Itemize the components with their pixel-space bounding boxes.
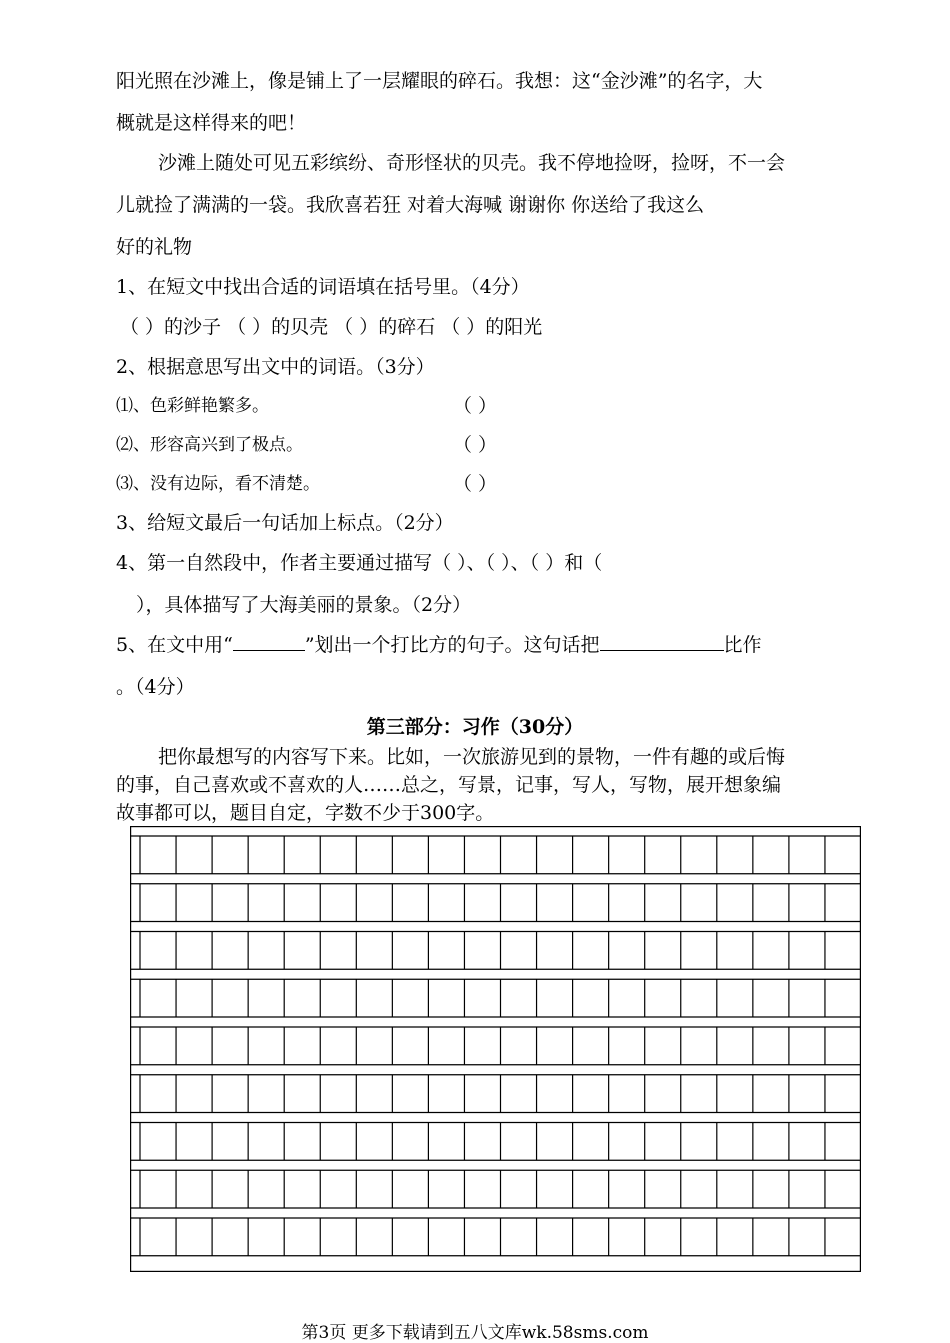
item-label: ⑵、形容高兴到了极点。 [116,435,303,455]
answer-bracket: （ ） [453,434,498,456]
answer-bracket: （ ） [453,395,498,417]
question-4-line1: 4、第一自然段中，作者主要通过描写（ ）、（ ）、（ ）和（ [116,552,603,574]
question-2-item [116,432,303,458]
prompt-line: 故事都可以，题目自定，字数不少于300字。 [116,802,495,824]
q5-text: 5、在文中用“ [116,634,233,656]
answer-bracket: （ ） [453,473,498,495]
passage-line: 好的礼物 [116,236,193,258]
underline-blank[interactable] [233,632,305,651]
passage-line: 儿就捡了满满的一袋。我欣喜若狂 对着大海喊 谢谢你 你送给了我这么 [116,194,705,216]
item-label: ⑶、没有边际，看不清楚。 [116,474,320,494]
prompt-line: 的事，自己喜欢或不喜欢的人……总之，写景，记事，写人，写物，展开想象编 [116,774,782,796]
question-4-line2: ），具体描写了大海美丽的景象。（2分） [136,594,472,616]
q5-text: ”划出一个打比方的句子。这句话把 [304,634,600,656]
question-5 [116,632,762,658]
question-1-blanks: （ ）的沙子 （ ）的贝壳 （ ）的碎石 （ ）的阳光 [120,316,543,338]
question-5-line2: 。（4分） [116,676,195,698]
question-3: 3、给短文最后一句话加上标点。（2分） [116,512,454,534]
passage-line: 概就是这样得来的吧！ [116,112,307,134]
question-1: 1、在短文中找出合适的词语填在括号里。（4分） [116,276,530,298]
writing-grid[interactable] [130,826,861,1272]
question-2: 2、根据意思写出文中的词语。（3分） [116,356,435,378]
passage-line: 沙滩上随处可见五彩缤纷、奇形怪状的贝壳。我不停地捡呀，捡呀，不一会 [158,152,786,174]
question-2-item [116,393,269,419]
prompt-line: 把你最想写的内容写下来。比如，一次旅游见到的景物，一件有趣的或后悔 [158,746,786,768]
q5-text: 比作 [723,634,762,656]
page-footer: 第3页 更多下载请到五八文库wk.58sms.com [301,1323,649,1343]
item-label: ⑴、色彩鲜艳繁多。 [116,396,269,416]
underline-blank[interactable] [600,632,724,651]
passage-line: 阳光照在沙滩上，像是铺上了一层耀眼的碎石。我想：这“金沙滩”的名字，大 [116,70,763,92]
question-2-item [116,471,320,497]
section-title: 第三部分：习作（30分） [366,716,584,738]
